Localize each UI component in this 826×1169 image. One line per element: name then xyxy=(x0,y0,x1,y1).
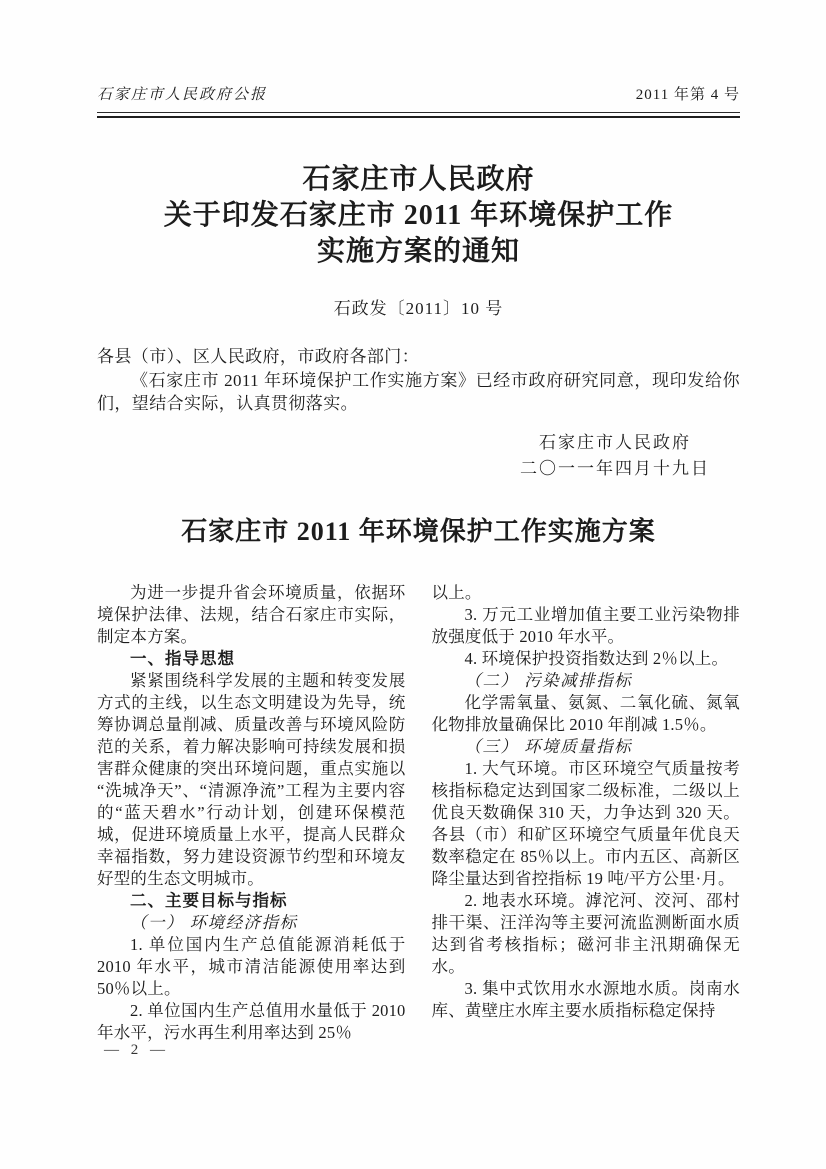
subsection-heading: （二） 污染减排指标 xyxy=(464,670,633,690)
document-number: 石政发〔2011〕10 号 xyxy=(333,299,504,318)
two-column-body xyxy=(97,582,740,1044)
issue-number: 2011 年第 4 号 xyxy=(635,87,740,103)
running-head xyxy=(97,86,740,104)
plan-title: 石家庄市 2011 年环境保护工作实施方案 xyxy=(181,516,656,546)
notice-body xyxy=(97,345,740,416)
body-paragraph: 3. 万元工业增加值主要工业污染物排放强度低于 2010 年水平。 xyxy=(431,604,740,646)
section-heading: 二、主要目标与指标 xyxy=(130,891,288,910)
left-column xyxy=(97,582,406,1044)
section-heading: 一、指导思想 xyxy=(130,649,235,668)
page-number-text: — 2 — xyxy=(104,1042,169,1058)
publication-name: 石家庄市人民政府公报 xyxy=(97,87,268,103)
notice-paragraph: 《石家庄市 2011 年环境保护工作实施方案》已经市政府研究同意，现印发给你们，望结合实际，认真贯彻落实。 xyxy=(97,370,740,413)
signature-date: 二〇一一年四月十九日 xyxy=(520,458,710,478)
body-paragraph: 1. 大气环境。市区环境空气质量按考核指标稳定达到国家二级标准，二级以上优良天数确保 310 天，力争达到 320 天。各县（市）和矿区环境空气质量年优良天数率稳定在 85％以上。市内五区、高新区降尘量达到省控指标 19 吨/平方公里·月。 xyxy=(431,758,740,888)
body-paragraph: 4. 环境保护投资指数达到 2％以上。 xyxy=(464,648,729,668)
signature-name: 石家庄市人民政府 xyxy=(539,432,691,452)
subsection-heading: （一） 环境经济指标 xyxy=(130,912,298,932)
body-paragraph: 3. 集中式饮用水水源地水质。岗南水库、黄壁庄水库主要水质指标稳定保持 xyxy=(431,978,740,1020)
notice-title-line-3: 实施方案的通知 xyxy=(316,236,520,267)
salutation: 各县（市）、区人民政府，市政府各部门： xyxy=(97,347,420,366)
body-paragraph: 2. 地表水环境。滹沱河、洨河、邵村排干渠、汪洋沟等主要河流监测断面水质达到省考核指标；磁河非主汛期确保无水。 xyxy=(431,890,740,976)
subsection-heading: （三） 环境质量指标 xyxy=(464,736,633,756)
body-paragraph: 为进一步提升省会环境质量，依据环境保护法律、法规，结合石家庄市实际，制定本方案。 xyxy=(97,582,406,646)
notice-title-line-1: 石家庄市人民政府 xyxy=(302,164,535,195)
header-rule xyxy=(97,112,740,118)
signature-block xyxy=(520,430,710,482)
page-number xyxy=(104,1042,169,1059)
body-paragraph: 2. 单位国内生产总值用水量低于 2010 年水平，污水再生利用率达到 25％ xyxy=(97,1000,406,1042)
right-column xyxy=(432,582,741,1044)
notice-title-line-2: 关于印发石家庄市 2011 年环境保护工作 xyxy=(163,200,674,231)
body-paragraph: 化学需氧量、氨氮、二氧化硫、氮氧化物排放量确保比 2010 年削减 1.5％。 xyxy=(431,692,740,734)
body-paragraph: 1. 单位国内生产总值能源消耗低于 2010 年水平，城市清洁能源使用率达到 50％以上。 xyxy=(97,934,406,998)
notice-title xyxy=(97,162,740,270)
continued-paragraph: 以上。 xyxy=(431,582,482,602)
body-paragraph: 紧紧围绕科学发展的主题和转变发展方式的主线，以生态文明建设为先导，统筹协调总量削减、质量改善与环境风险防范的关系，着力解决影响可持续发展和损害群众健康的突出环境问题，重点实施以“洗城净天”、“清源净流”工程为主要内容的“蓝天碧水”行动计划，创建环保模范城，促进环境质量上水平，提高人民群众幸福指数，努力建设资源节约型和环境友好型的生态文明城市。 xyxy=(97,670,406,888)
signature-area xyxy=(97,430,740,482)
